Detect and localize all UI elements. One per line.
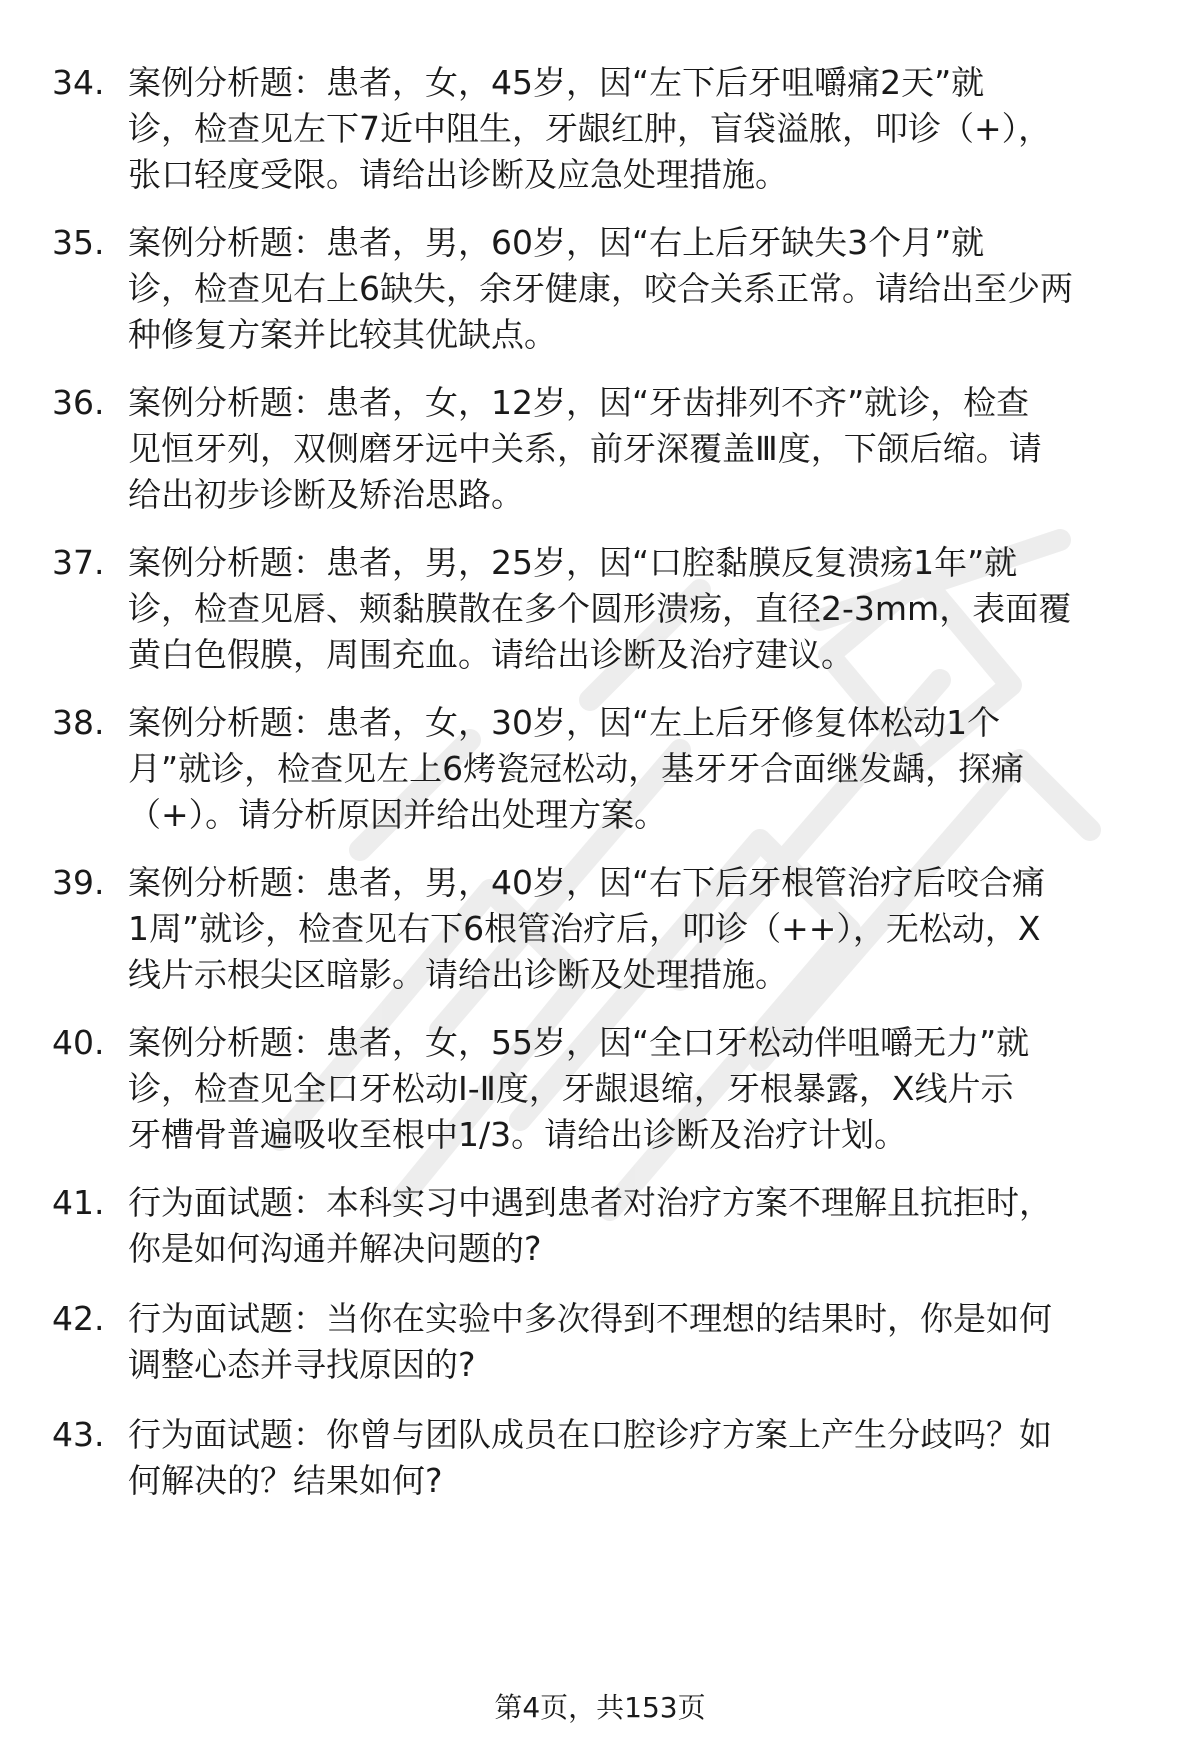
question-text: [128, 1020, 1168, 1158]
question-text-line: 案例分析题：患者，男，25岁，因“口腔黏膜反复溃疡1年”就: [128, 543, 1018, 582]
question-text-line: 诊，检查见左下7近中阻生，牙龈红肿，盲袋溢脓，叩诊（+），: [128, 109, 1052, 148]
question-text-line: 案例分析题：患者，女，55岁，因“全口牙松动伴咀嚼无力”就: [128, 1023, 1030, 1062]
page-number-footer: 第4页，共153页: [494, 1691, 706, 1724]
question-text-line: 诊，检查见右上6缺失，余牙健康，咬合关系正常。请给出至少两: [128, 269, 1073, 308]
question-text: [128, 1180, 1168, 1272]
question-text-line: 种修复方案并比较其优缺点。: [128, 315, 557, 354]
question-number: 36.: [52, 383, 105, 422]
question-text-line: 诊，检查见唇、颊黏膜散在多个圆形溃疡，直径2-3mm，表面覆: [128, 589, 1072, 628]
question-text: [128, 1412, 1168, 1504]
question-text-line: 何解决的？结果如何?: [128, 1461, 443, 1500]
question-text-line: 行为面试题：本科实习中遇到患者对治疗方案不理解且抗拒时，: [128, 1183, 1052, 1222]
question-text-line: 行为面试题：当你在实验中多次得到不理想的结果时，你是如何: [128, 1299, 1052, 1338]
question-number: 43.: [52, 1415, 105, 1454]
question-text: [128, 700, 1168, 838]
question-number: 35.: [52, 223, 105, 262]
question-text-line: 月”就诊，检查见左上6烤瓷冠松动，基牙牙合面继发龋，探痛: [128, 749, 1025, 788]
question-text-line: 黄白色假膜，周围充血。请给出诊断及治疗建议。: [128, 635, 854, 674]
question-text-line: 张口轻度受限。请给出诊断及应急处理措施。: [128, 155, 788, 194]
question-number: 34.: [52, 63, 105, 102]
question-number: 37.: [52, 543, 105, 582]
question-text-line: 1周”就诊，检查见右下6根管治疗后，叩诊（++），无松动，X: [128, 909, 1041, 948]
question-number: 41.: [52, 1183, 105, 1222]
question-text-line: 牙槽骨普遍吸收至根中1/3。请给出诊断及治疗计划。: [128, 1115, 908, 1154]
question-text-line: 案例分析题：患者，女，12岁，因“牙齿排列不齐”就诊，检查: [128, 383, 1030, 422]
question-text-line: 案例分析题：患者，女，30岁，因“左上后牙修复体松动1个: [128, 703, 1001, 742]
question-text-line: 诊，检查见全口牙松动Ⅰ-Ⅱ度，牙龈退缩，牙根暴露，X线片示: [128, 1069, 1014, 1108]
question-number: 42.: [52, 1299, 105, 1338]
question-text-line: 你是如何沟通并解决问题的?: [128, 1229, 542, 1268]
question-number: 38.: [52, 703, 105, 742]
question-text-line: 案例分析题：患者，男，40岁，因“右下后牙根管治疗后咬合痛: [128, 863, 1046, 902]
question-number: 40.: [52, 1023, 105, 1062]
question-text-line: 见恒牙列，双侧磨牙远中关系，前牙深覆盖Ⅲ度，下颌后缩。请: [128, 429, 1042, 468]
question-text: [128, 540, 1168, 678]
question-text-line: 给出初步诊断及矫治思路。: [128, 475, 524, 514]
question-text-line: 案例分析题：患者，女，45岁，因“左下后牙咀嚼痛2天”就: [128, 63, 985, 102]
question-text: [128, 60, 1168, 198]
question-text-line: （+）。请分析原因并给出处理方案。: [128, 795, 668, 834]
question-number: 39.: [52, 863, 105, 902]
question-text: [128, 220, 1168, 358]
question-text-line: 案例分析题：患者，男，60岁，因“右上后牙缺失3个月”就: [128, 223, 985, 262]
question-text: [128, 1296, 1168, 1388]
question-text-line: 调整心态并寻找原因的?: [128, 1345, 476, 1384]
question-text-line: 行为面试题：你曾与团队成员在口腔诊疗方案上产生分歧吗？如: [128, 1415, 1052, 1454]
question-text: [128, 860, 1168, 998]
question-text: [128, 380, 1168, 518]
question-text-line: 线片示根尖区暗影。请给出诊断及处理措施。: [128, 955, 788, 994]
